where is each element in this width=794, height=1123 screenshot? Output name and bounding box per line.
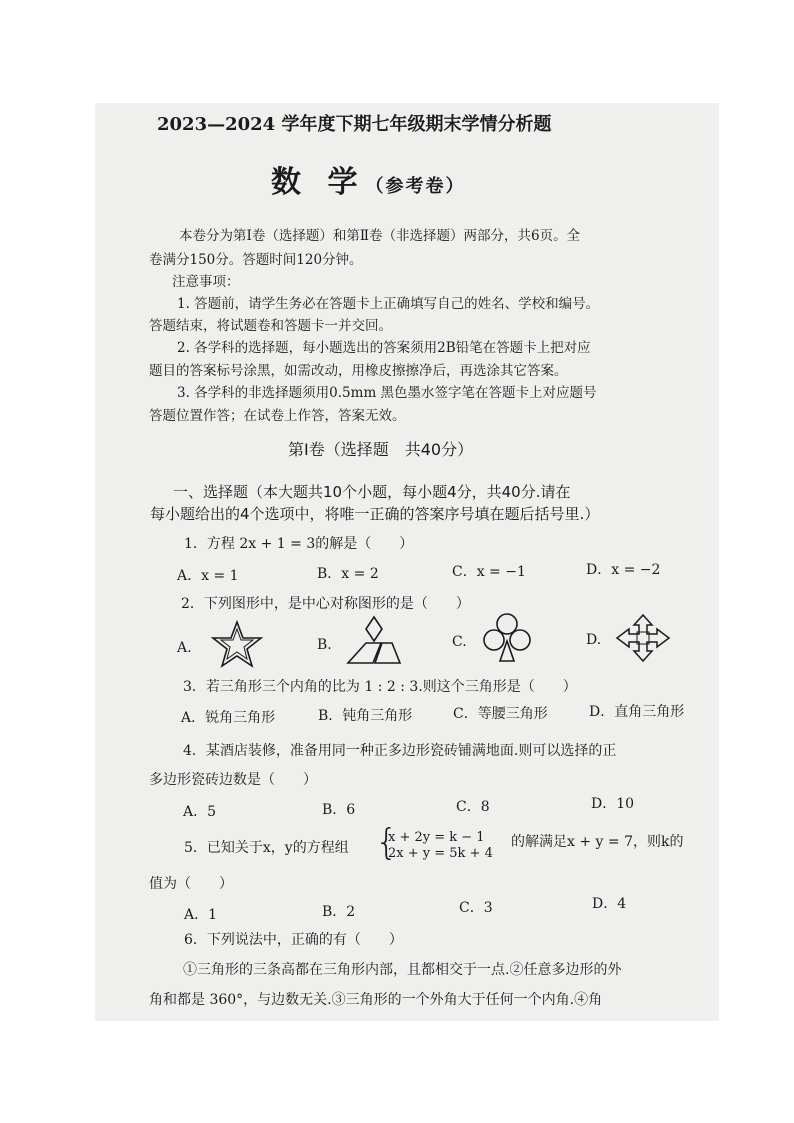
- q1-option-c: C．x = −1: [452, 564, 526, 580]
- club-icon: [478, 611, 536, 665]
- q5-option-a: A．1: [184, 907, 218, 923]
- equation-2: 2x + y = 5k + 4: [388, 846, 493, 861]
- q1-option-a: A．x = 1: [177, 568, 239, 584]
- q5-option-c: C．3: [459, 900, 493, 916]
- q4-option-a: A．5: [183, 804, 217, 820]
- q6-stem: 6．下列说法中，正确的有（ ）: [184, 932, 403, 948]
- q3-option-b: B．钝角三角形: [318, 708, 413, 724]
- system-brace: {: [375, 822, 398, 863]
- notice-2a: 2. 各学科的选择题，每小题选出的答案须用2B铅笔在答题卡上把对应: [177, 340, 591, 356]
- q1-option-b: B．x = 2: [317, 566, 379, 582]
- q3-option-a: A．锐角三角形: [181, 710, 276, 726]
- q2-label-d: D.: [586, 632, 602, 648]
- q2-label-b: B.: [317, 637, 332, 653]
- notice-1b: 答题结束，将试题卷和答题卡一并交回。: [149, 318, 392, 334]
- q6-statement-2: 角和都是 360°，与边数无关.③三角形的一个外角大于任何一个内角.④角: [149, 992, 603, 1008]
- star-outline-icon: [208, 619, 266, 669]
- intro-line-1: 本卷分为第Ⅰ卷（选择题）和第Ⅱ卷（非选择题）两部分，共6页。全: [179, 228, 581, 244]
- notice-3b: 答题位置作答；在试卷上作答，答案无效。: [149, 408, 406, 424]
- equation-system: [388, 830, 493, 862]
- q3-option-c: C．等腰三角形: [453, 706, 548, 722]
- q6-statement-1: ①三角形的三条高都在三角形内部，且都相交于一点.②任意多边形的外: [183, 962, 622, 978]
- q5-option-b: B．2: [322, 904, 356, 920]
- q3-stem: 3．若三角形三个内角的比为 1 : 2 : 3.则这个三角形是（ ）: [183, 679, 577, 695]
- section-instruction-2: 每小题给出的4个选项中，将唯一正确的答案序号填在题后括号里.）: [150, 505, 600, 523]
- q4-option-c: C．8: [456, 799, 490, 815]
- q4-option-d: D．10: [591, 796, 635, 812]
- notice-3a: 3. 各学科的非选择题须用0.5mm 黑色墨水签字笔在答题卡上对应题号: [177, 385, 597, 401]
- notice-2b: 题目的答案标号涂黑，如需改动，用橡皮擦擦净后，再选涂其它答案。: [149, 363, 568, 379]
- intro-line-2: 卷满分150分。答题时间120分钟。: [149, 252, 363, 268]
- q3-option-d: D．直角三角形: [589, 704, 685, 720]
- q5-option-d: D．4: [592, 896, 627, 912]
- exam-title: 2023—2024 学年度下期七年级期末学情分析题: [157, 114, 552, 135]
- mitsubishi-diamonds-icon: [343, 615, 405, 667]
- exam-paper: [95, 103, 719, 1021]
- q2-label-a: A.: [177, 640, 192, 656]
- q5-suffix: 的解满足x + y = 7，则k的: [511, 834, 684, 850]
- q1-option-d: D．x = −2: [586, 562, 661, 578]
- q2-stem: 2．下列图形中，是中心对称图形的是（ ）: [181, 596, 470, 612]
- q4-option-b: B．6: [322, 802, 356, 818]
- subject-note: （参考卷）: [365, 176, 466, 197]
- section-instruction-1: 一、选择题（本大题共10个小题，每小题4分，共40分.请在: [173, 483, 571, 501]
- equation-1: x + 2y = k − 1: [388, 830, 485, 845]
- q2-label-c: C.: [452, 634, 467, 650]
- subject-name: 数 学: [271, 165, 366, 200]
- notice-title: 注意事项：: [172, 274, 240, 290]
- section-title: 第Ⅰ卷（选择题 共40分）: [288, 440, 474, 459]
- q5-stem-2: 值为（ ）: [149, 876, 233, 892]
- q4-stem-2: 多边形瓷砖边数是（ ）: [149, 772, 317, 788]
- notice-1a: 1. 答题前，请学生务必在答题卡上正确填写自己的姓名、学校和编号。: [177, 296, 600, 312]
- q5-prefix: 5．已知关于x，y的方程组: [184, 840, 349, 856]
- q1-stem: 1．方程 2x + 1 = 3的解是（ ）: [184, 536, 414, 552]
- subject-heading: [271, 163, 465, 207]
- q4-stem-1: 4．某酒店装修，准备用同一种正多边形瓷砖铺满地面.则可以选择的正: [183, 743, 617, 759]
- four-arrows-icon: [614, 613, 672, 663]
